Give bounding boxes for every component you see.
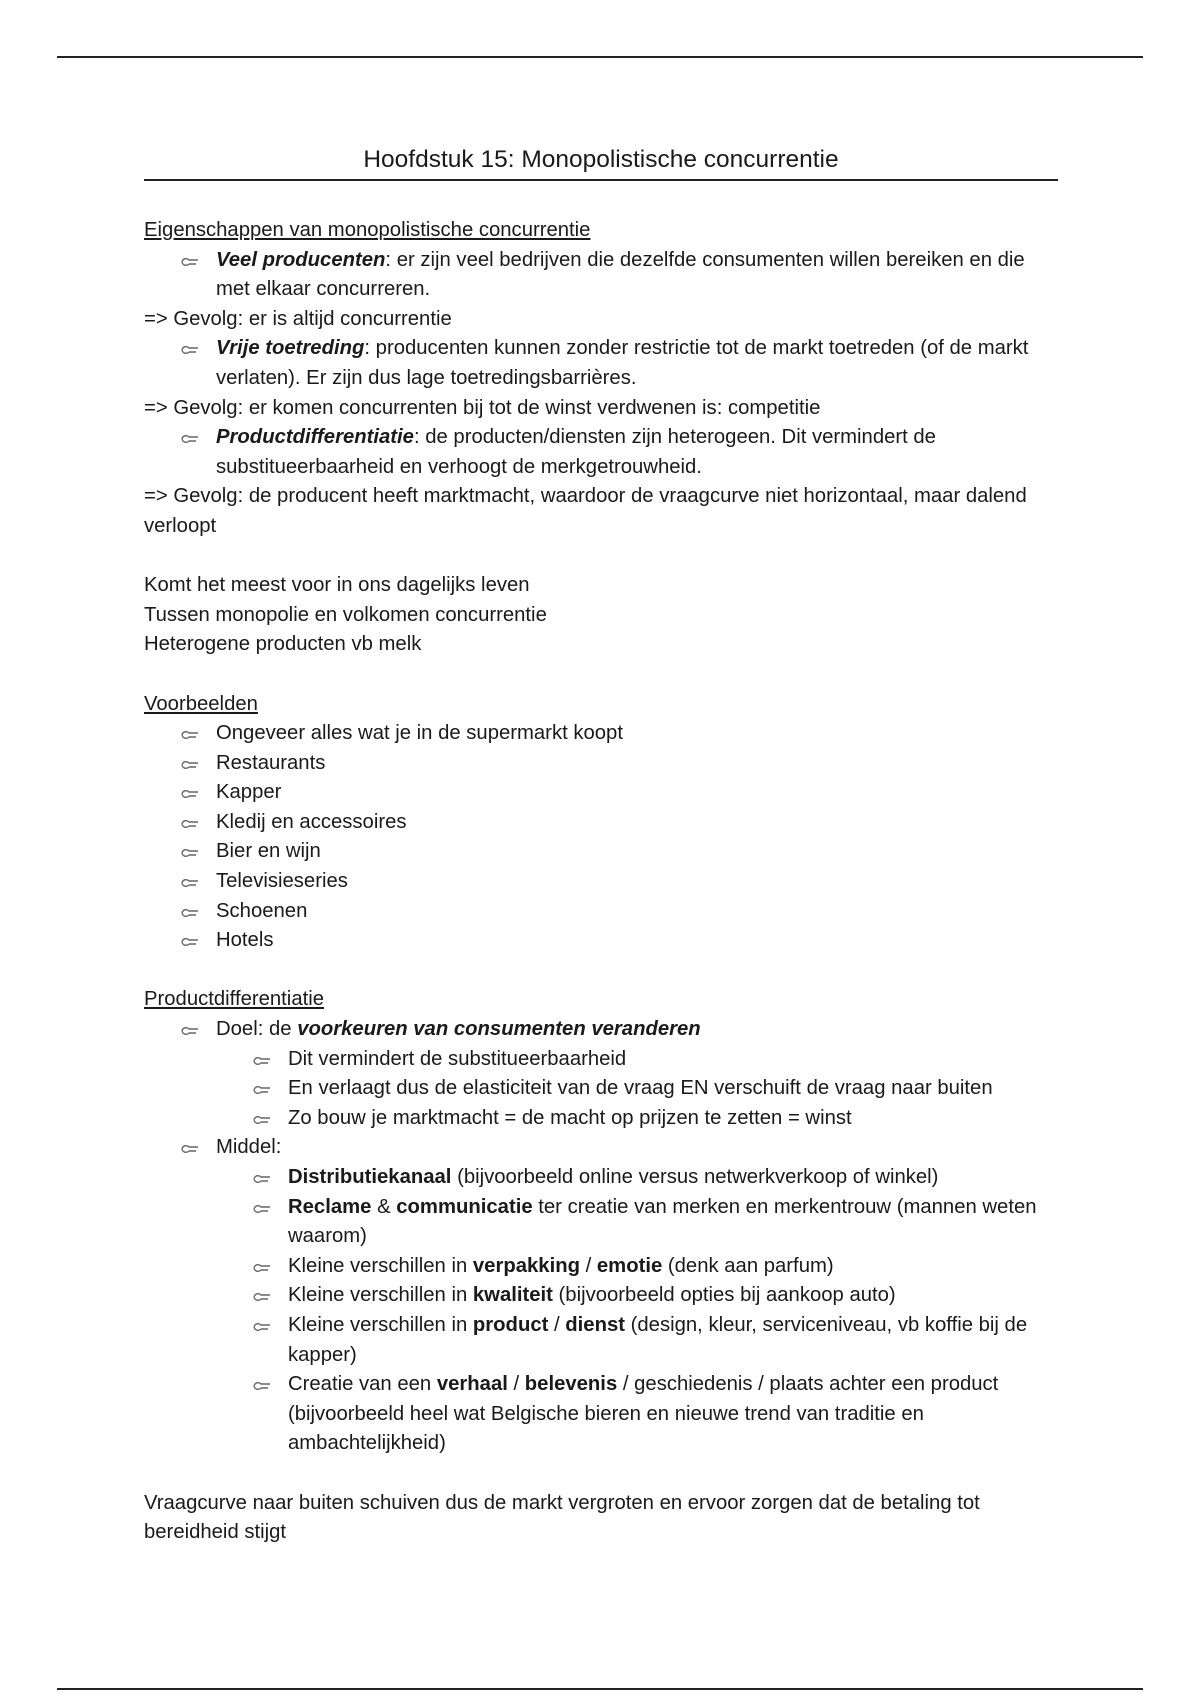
differentiation-list — [144, 1015, 1058, 1459]
list-item: Kleine verschillen in kwaliteit (bijvoorbeeld opties bij aankoop auto) — [144, 1281, 1058, 1311]
list-item: Dit vermindert de substitueerbaarheid — [144, 1045, 1058, 1075]
list-item: Veel producenten: er zijn veel bedrijven die dezelfde consumenten willen bereiken en die met elkaar concurreren. — [144, 246, 1058, 305]
list-item: En verlaagt dus de elasticiteit van de vraag EN verschuift de vraag naar buiten — [144, 1074, 1058, 1104]
list-item: Vrije toetreding: producenten kunnen zonder restrictie tot de markt toetreden (of de markt verlaten). Er zijn dus lage toetredingsbarrières. — [144, 334, 1058, 393]
list-item: Ongeveer alles wat je in de supermarkt koopt — [144, 719, 1058, 749]
pointing-hand-bullet-icon — [181, 847, 201, 859]
pointing-hand-bullet-icon — [181, 788, 201, 800]
list-item: Bier en wijn — [144, 837, 1058, 867]
list-item: Productdifferentiatie: de producten/diensten zijn heterogeen. Dit vermindert de substitueerbaarheid en verhoogt de merkgetrouwheid. — [144, 423, 1058, 482]
page-top-rule — [57, 56, 1143, 58]
pointing-hand-bullet-icon — [253, 1114, 273, 1126]
list-item: Kleine verschillen in verpakking / emotie (denk aan parfum) — [144, 1252, 1058, 1282]
pointing-hand-bullet-icon — [253, 1173, 273, 1185]
list-item: Middel: — [144, 1133, 1058, 1163]
list-item: Distributiekanaal (bijvoorbeeld online versus netwerkverkoop of winkel) — [144, 1163, 1058, 1193]
page-title: Hoofdstuk 15: Monopolistische concurrentie — [363, 146, 839, 173]
pointing-hand-bullet-icon — [181, 1143, 201, 1155]
list-item: Creatie van een verhaal / belevenis / geschiedenis / plaats achter een product (bijvoorbeeld heel wat Belgische bieren en nieuwe trend van traditie en ambachtelijkheid) — [144, 1370, 1058, 1459]
pointing-hand-bullet-icon — [253, 1203, 273, 1215]
note-line: Heterogene producten vb melk — [144, 633, 422, 656]
list-item: Kledij en accessoires — [144, 808, 1058, 838]
consequence-1: => Gevolg: er is altijd concurrentie — [144, 307, 452, 330]
list-item: Doel: de voorkeuren van consumenten veranderen — [144, 1015, 1058, 1045]
list-item: Kleine verschillen in product / dienst (design, kleur, serviceniveau, vb koffie bij de kapper) — [144, 1311, 1058, 1370]
pointing-hand-bullet-icon — [181, 729, 201, 741]
examples-list — [144, 719, 1058, 956]
pointing-hand-bullet-icon — [253, 1380, 273, 1392]
list-item: Kapper — [144, 778, 1058, 808]
section-heading-differentiation: Productdifferentiatie — [144, 988, 325, 1011]
pointing-hand-bullet-icon — [181, 344, 201, 356]
pointing-hand-bullet-icon — [253, 1055, 273, 1067]
list-item: Televisieseries — [144, 867, 1058, 897]
pointing-hand-bullet-icon — [181, 433, 201, 445]
document-body — [144, 216, 1058, 1548]
pointing-hand-bullet-icon — [181, 936, 201, 948]
pointing-hand-bullet-icon — [181, 256, 201, 268]
note-line: Tussen monopolie en volkomen concurrentie — [144, 603, 547, 626]
title-underline — [144, 179, 1058, 181]
properties-list — [144, 246, 1058, 305]
list-item: Hotels — [144, 926, 1058, 956]
pointing-hand-bullet-icon — [253, 1262, 273, 1274]
consequence-3: => Gevolg: de producent heeft marktmacht, waardoor de vraagcurve niet horizontaal, maar dalend verloopt — [144, 485, 1027, 537]
note-line: Komt het meest voor in ons dagelijks leven — [144, 574, 530, 597]
list-item: Reclame & communicatie ter creatie van merken en merkentrouw (mannen weten waarom) — [144, 1193, 1058, 1252]
section-heading-examples: Voorbeelden — [144, 692, 258, 715]
pointing-hand-bullet-icon — [181, 759, 201, 771]
page-bottom-rule — [57, 1688, 1143, 1690]
list-item: Schoenen — [144, 897, 1058, 927]
pointing-hand-bullet-icon — [181, 818, 201, 830]
pointing-hand-bullet-icon — [181, 907, 201, 919]
pointing-hand-bullet-icon — [253, 1084, 273, 1096]
consequence-2: => Gevolg: er komen concurrenten bij tot de winst verdwenen is: competitie — [144, 396, 821, 419]
conclusion-paragraph: Vraagcurve naar buiten schuiven dus de markt vergroten en ervoor zorgen dat de betaling tot bereidheid stijgt — [144, 1491, 980, 1544]
pointing-hand-bullet-icon — [181, 877, 201, 889]
list-item: Zo bouw je marktmacht = de macht op prijzen te zetten = winst — [144, 1104, 1058, 1134]
list-item: Restaurants — [144, 749, 1058, 779]
pointing-hand-bullet-icon — [181, 1025, 201, 1037]
pointing-hand-bullet-icon — [253, 1321, 273, 1333]
pointing-hand-bullet-icon — [253, 1291, 273, 1303]
section-heading-properties: Eigenschappen van monopolistische concurrentie — [144, 219, 591, 241]
